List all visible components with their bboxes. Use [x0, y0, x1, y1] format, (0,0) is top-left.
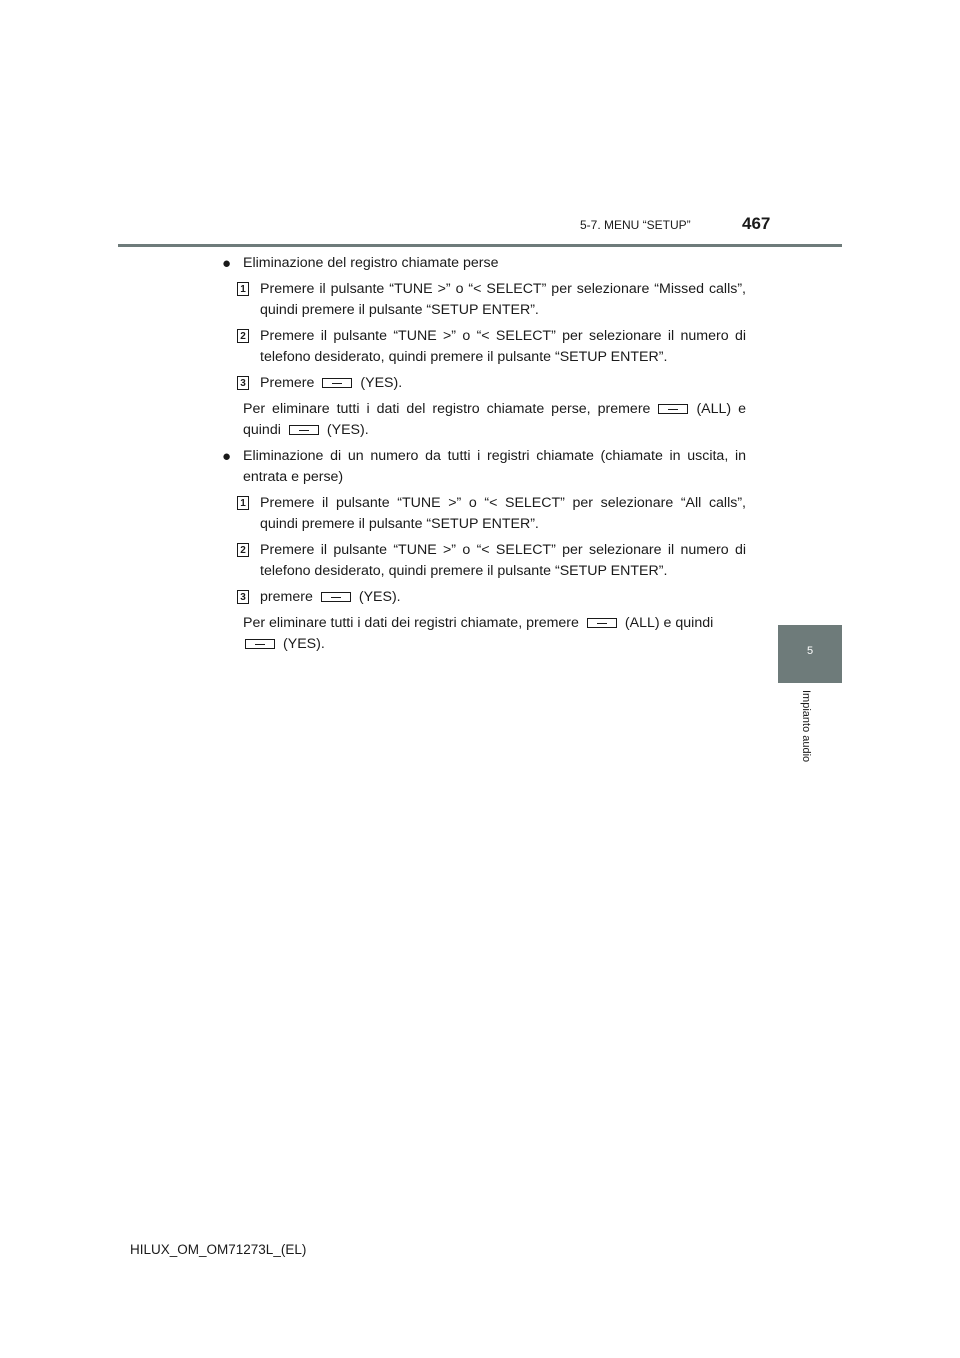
step-text: Premere il pulsante “TUNE >” o “< SELECT” per selezionare il numero di telefono desiderato, quindi premere il pulsante “SETUP ENTER”.: [260, 542, 746, 579]
step-text: premere: [260, 589, 313, 605]
step-text: Premere: [260, 375, 315, 391]
document-code: HILUX_OM_OM71273L_(EL): [130, 1242, 307, 1257]
step-text: Premere il pulsante “TUNE >” o “< SELECT” per selezionare il numero di telefono desiderato, quindi premere il pulsante “SETUP ENTER”.: [260, 328, 746, 365]
page-number: 467: [742, 214, 771, 233]
header-divider: [118, 244, 842, 247]
yes-button-icon: [322, 378, 352, 388]
bullet-heading: ● Eliminazione del registro chiamate perse: [222, 255, 499, 272]
step-number-box: 2: [237, 329, 249, 343]
yes-button-icon: [289, 425, 319, 435]
chapter-number: 5: [806, 645, 814, 657]
page-content: [222, 253, 746, 655]
running-header-section: 5-7. MENU “SETUP”: [580, 218, 691, 232]
chapter-title: Impianto audio: [800, 690, 812, 763]
step-2: [222, 540, 746, 582]
step-number-box: 1: [237, 496, 249, 510]
step-text: Premere il pulsante “TUNE >” o “< SELECT” per selezionare “Missed calls”, quindi premere il pulsante “SETUP ENTER”.: [260, 281, 746, 318]
bullet-heading: ● Eliminazione di un numero da tutti i registri chiamate (chiamate in uscita, in entrata e perse): [222, 448, 746, 485]
note-text: Per eliminare tutti i dati dei registri chiamate, premere (ALL) e quindi (YES).: [243, 615, 714, 652]
step-number-box: 3: [237, 376, 249, 390]
step-number-box: 1: [237, 282, 249, 296]
step-1: [222, 279, 746, 321]
step-2: [222, 326, 746, 368]
step-3: 3 Premere (YES).: [222, 373, 746, 394]
all-button-icon: [587, 618, 617, 628]
step-number-box: 2: [237, 543, 249, 557]
yes-button-icon: [321, 592, 351, 602]
section-all-calls: [222, 446, 746, 655]
bullet-icon: ●: [222, 448, 232, 465]
note-text: Per eliminare tutti i dati del registro chiamate perse, premere (ALL) e quindi (YES).: [243, 401, 747, 438]
section-missed-calls: [222, 253, 746, 441]
step-1: [222, 493, 746, 535]
step-3: 3 premere (YES).: [222, 587, 746, 608]
yes-button-icon: [245, 639, 275, 649]
step-text: Premere il pulsante “TUNE >” o “< SELECT” per selezionare “All calls”, quindi premere il pulsante “SETUP ENTER”.: [260, 495, 746, 532]
bullet-icon: ●: [222, 255, 232, 272]
step-number-box: 3: [237, 590, 249, 604]
all-button-icon: [658, 404, 688, 414]
chapter-tab: [778, 625, 842, 683]
